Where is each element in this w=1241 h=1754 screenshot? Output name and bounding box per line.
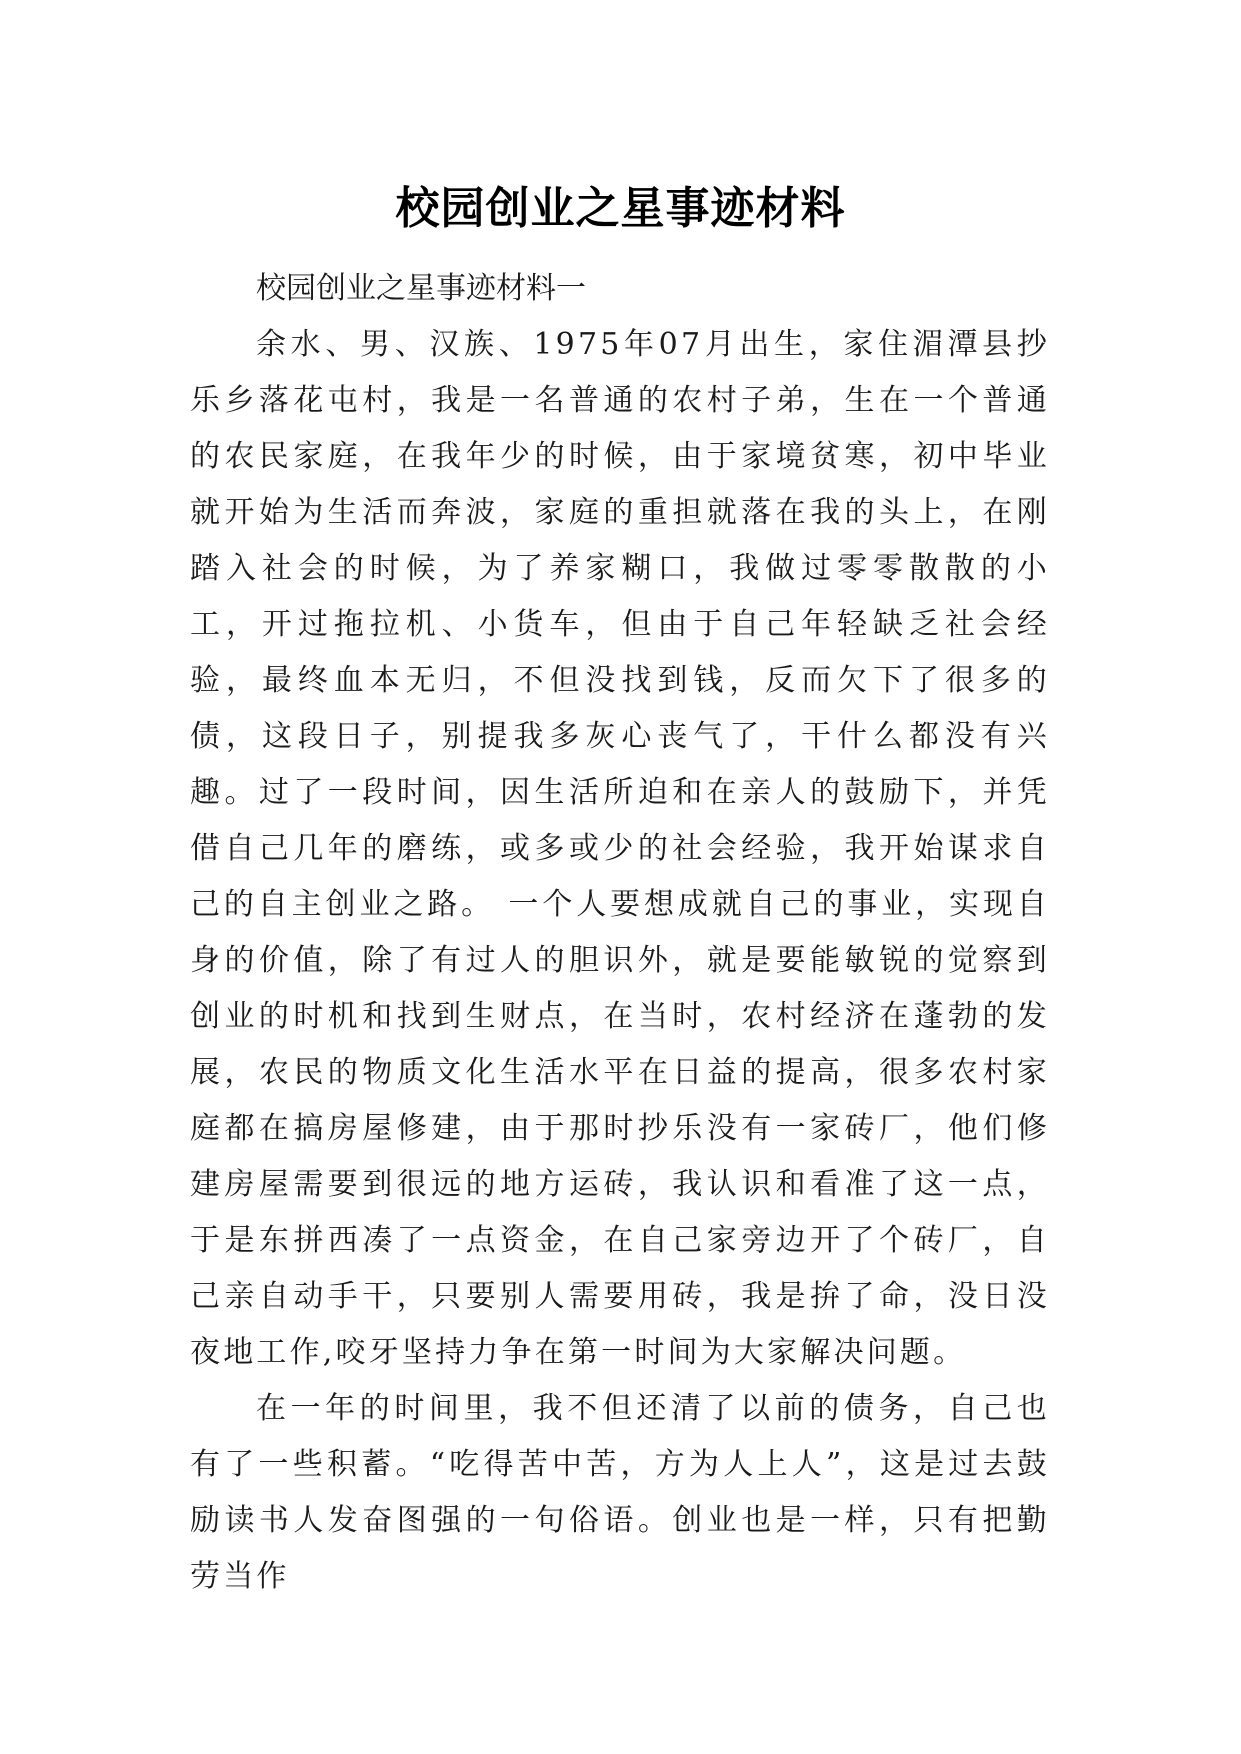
paragraph-1: 余水、男、汉族、1975年07月出生，家住湄潭县抄乐乡落花屯村，我是一名普通的农村子弟，生在一个普通的农民家庭，在我年少的时候，由于家境贫寒，初中毕业就开始为生活而奔波，家庭的重担就落在我的头上，在刚踏入社会的时候，为了养家糊口，我做过零零散散的小工，开过拖拉机、小货车，但由于自己年轻缺乏社会经验，最终血本无归，不但没找到钱，反而欠下了很多的债，这段日子，别提我多灰心丧气了，干什么都没有兴趣。过了一段时间，因生活所迫和在亲人的鼓励下，并凭借自己几年的磨练，或多或少的社会经验，我开始谋求自己的自主创业之路。 一个人要想成就自己的事业，实现自身的价值，除了有过人的胆识外，就是要能敏锐的觉察到创业的时机和找到生财点，在当时，农村经济在蓬勃的发展，农民的物质文化生活水平在日益的提高，很多农村家庭都在搞房屋修建，由于那时抄乐没有一家砖厂，他们修建房屋需要到很远的地方运砖，我认识和看准了这一点，于是东拼西凑了一点资金，在自己家旁边开了个砖厂，自己亲自动手干，只要别人需要用砖，我是拚了命，没日没夜地工作,咬牙坚持力争在第一时间为大家解决问题。 [190,327,1050,1370]
document-body [190,261,1050,1605]
document-title: 校园创业之星事迹材料 [395,183,846,235]
section-heading: 校园创业之星事迹材料一 [256,271,586,306]
paragraph-2: 在一年的时间里，我不但还清了以前的债务，自己也有了一些积蓄。“吃得苦中苦，方为人上人”，这是过去鼓励读书人发奋图强的一句俗语。创业也是一样，只有把勤劳当作 [190,1391,1050,1594]
